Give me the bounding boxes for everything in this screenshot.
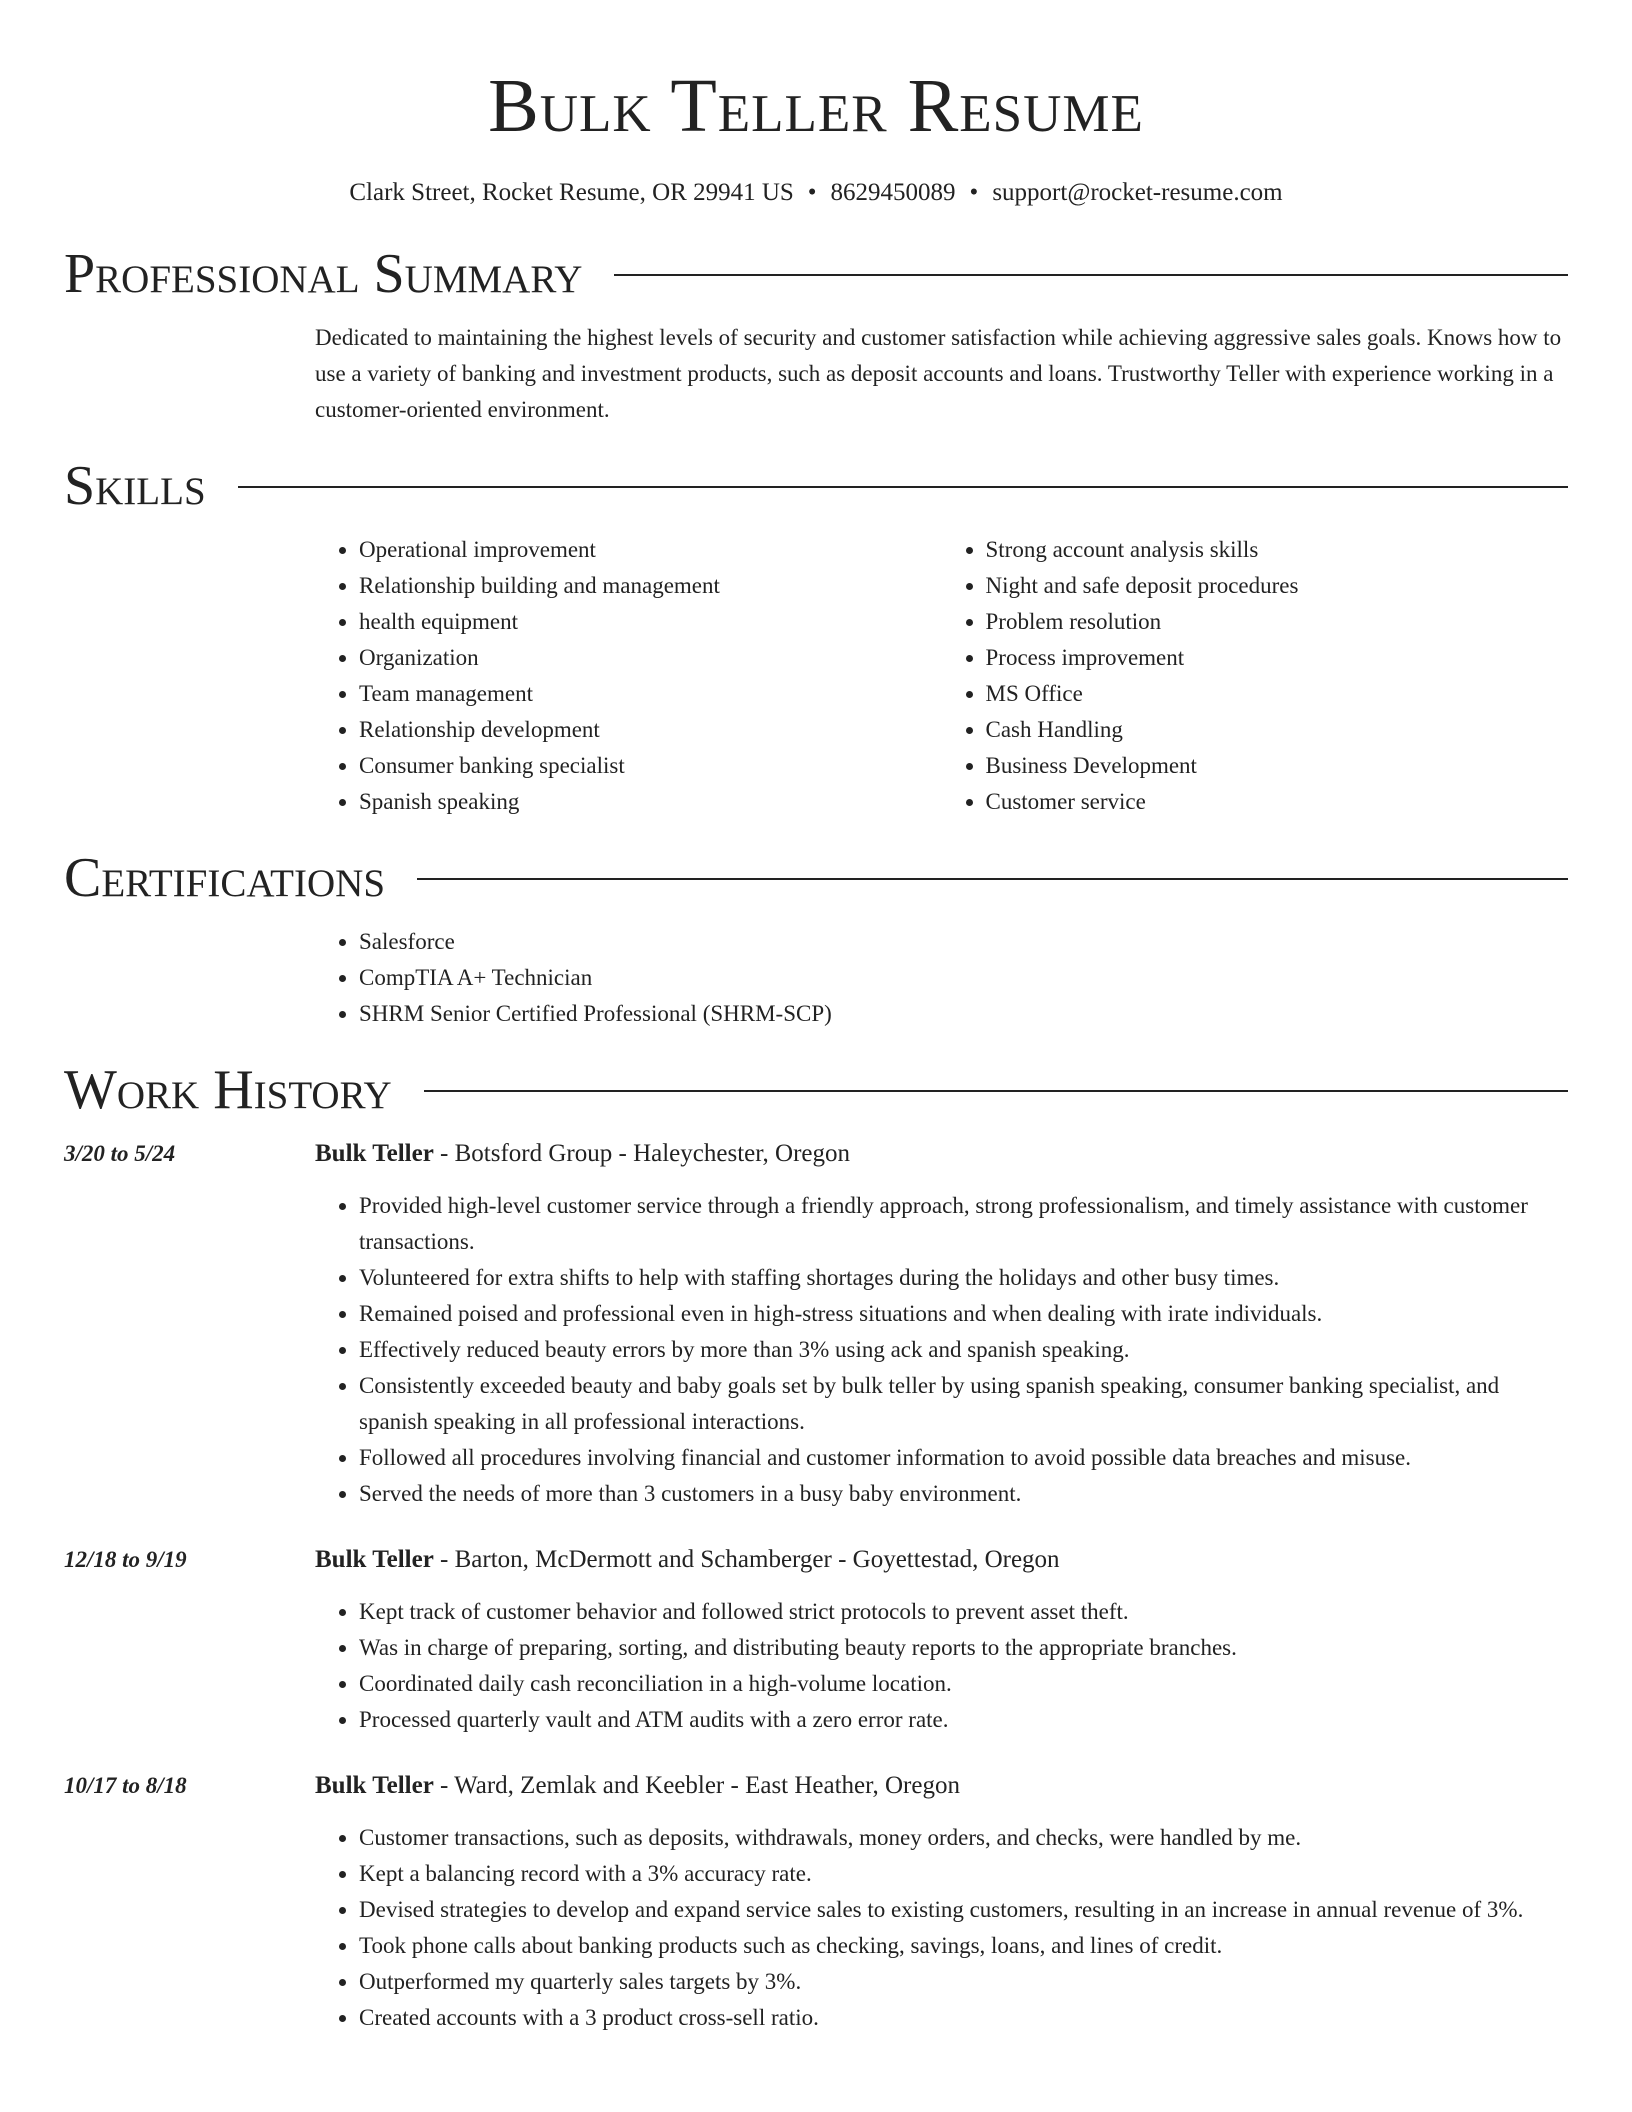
summary-section-header xyxy=(64,242,1568,306)
contact-address: Clark Street, Rocket Resume, OR 29941 US xyxy=(349,179,794,206)
list-item: • Cash Handling xyxy=(986,712,1569,748)
job-title-line xyxy=(315,1136,1568,1172)
list-item: • Strong account analysis skills xyxy=(986,532,1569,568)
job-role: Bulk Teller xyxy=(315,1772,434,1799)
list-item: • Operational improvement xyxy=(359,532,942,568)
job-bullet-list xyxy=(315,1820,1568,2036)
section-divider xyxy=(238,486,1568,488)
list-item: • health equipment xyxy=(359,604,942,640)
summary-heading: Professional Summary xyxy=(64,243,583,305)
skills-section-header xyxy=(64,454,1568,518)
job-role: Bulk Teller xyxy=(315,1140,434,1167)
job-details xyxy=(315,1136,1568,1512)
work-history-list xyxy=(64,1136,1568,2036)
skills-list-right xyxy=(942,532,1569,820)
summary-text: Dedicated to maintaining the highest levels of security and customer satisfaction while achieving aggressive sales goals. Knows how to use a variety of banking and investment products, such as deposit accounts and loans. Trustworthy Teller with experience working in a customer-oriented environment. xyxy=(315,325,1562,422)
job-entry xyxy=(64,1136,1568,1512)
list-item: • Kept a balancing record with a 3% accuracy rate. xyxy=(359,1856,1568,1892)
work-section-header xyxy=(64,1058,1568,1122)
list-item: • Volunteered for extra shifts to help with staffing shortages during the holidays and other busy times. xyxy=(359,1260,1568,1296)
list-item: • Was in charge of preparing, sorting, and distributing beauty reports to the appropriate branches. xyxy=(359,1630,1568,1666)
list-item: • Process improvement xyxy=(986,640,1569,676)
list-item: • Relationship building and management xyxy=(359,568,942,604)
list-item: • Processed quarterly vault and ATM audits with a zero error rate. xyxy=(359,1702,1568,1738)
job-company-location: - Barton, McDermott and Schamberger - Goyettestad, Oregon xyxy=(433,1546,1060,1573)
list-item: • Devised strategies to develop and expand service sales to existing customers, resulting in an increase in annual revenue of 3%. xyxy=(359,1892,1568,1928)
list-item: • Spanish speaking xyxy=(359,784,942,820)
list-item: • Effectively reduced beauty errors by more than 3% using ack and spanish speaking. xyxy=(359,1332,1568,1368)
list-item: • Consistently exceeded beauty and baby goals set by bulk teller by using spanish speaking, consumer banking specialist, and spanish speaking in all professional interactions. xyxy=(359,1368,1568,1440)
job-role: Bulk Teller xyxy=(315,1546,434,1573)
certifications-list xyxy=(315,924,1568,1032)
contact-separator: • xyxy=(969,179,979,206)
section-divider xyxy=(424,1090,1568,1092)
list-item: • SHRM Senior Certified Professional (SHRM-SCP) xyxy=(359,996,1568,1032)
list-item: • Followed all procedures involving financial and customer information to avoid possible data breaches and misuse. xyxy=(359,1440,1568,1476)
list-item: • MS Office xyxy=(986,676,1569,712)
list-item: • Took phone calls about banking products such as checking, savings, loans, and lines of credit. xyxy=(359,1928,1568,1964)
list-item: • Created accounts with a 3 product cross-sell ratio. xyxy=(359,2000,1568,2036)
list-item: • Customer transactions, such as deposits, withdrawals, money orders, and checks, were handled by me. xyxy=(359,1820,1568,1856)
job-entry xyxy=(64,1542,1568,1738)
job-title-line xyxy=(315,1542,1568,1578)
job-title-line xyxy=(315,1768,1568,1804)
job-dates: 12/18 to 9/19 xyxy=(64,1547,187,1572)
certifications-heading: Certifications xyxy=(64,847,386,909)
skills-grid xyxy=(315,532,1568,820)
skills-list-left xyxy=(315,532,942,820)
skills-heading: Skills xyxy=(64,455,206,517)
work-heading: Work History xyxy=(64,1059,392,1121)
job-details xyxy=(315,1768,1568,2036)
list-item: • Organization xyxy=(359,640,942,676)
list-item: • Outperformed my quarterly sales targets by 3%. xyxy=(359,1964,1568,2000)
job-company-location: - Botsford Group - Haleychester, Oregon xyxy=(433,1140,851,1167)
list-item: • Coordinated daily cash reconciliation in a high-volume location. xyxy=(359,1666,1568,1702)
section-divider xyxy=(614,274,1568,276)
list-item: • Problem resolution xyxy=(986,604,1569,640)
contact-separator: • xyxy=(807,179,817,206)
job-company-location: - Ward, Zemlak and Keebler - East Heather, Oregon xyxy=(433,1772,960,1799)
certifications-section-header xyxy=(64,846,1568,910)
list-item: • Relationship development xyxy=(359,712,942,748)
certifications-block xyxy=(315,924,1568,1032)
list-item: • Business Development xyxy=(986,748,1569,784)
list-item: • Provided high-level customer service through a friendly approach, strong professionalism, and timely assistance with customer transactions. xyxy=(359,1188,1568,1260)
list-item: • CompTIA A+ Technician xyxy=(359,960,1568,996)
list-item: • Team management xyxy=(359,676,942,712)
job-details xyxy=(315,1542,1568,1738)
job-dates: 3/20 to 5/24 xyxy=(64,1141,176,1166)
list-item: • Served the needs of more than 3 customers in a busy baby environment. xyxy=(359,1476,1568,1512)
job-bullet-list xyxy=(315,1188,1568,1512)
section-divider xyxy=(417,878,1568,880)
list-item: • Remained poised and professional even in high-stress situations and when dealing with irate individuals. xyxy=(359,1296,1568,1332)
list-item: • Customer service xyxy=(986,784,1569,820)
job-entry xyxy=(64,1768,1568,2036)
contact-email: support@rocket-resume.com xyxy=(992,179,1283,206)
resume-page xyxy=(64,0,1568,2036)
list-item: • Kept track of customer behavior and followed strict protocols to prevent asset theft. xyxy=(359,1594,1568,1630)
resume-title: Bulk Teller Resume xyxy=(488,64,1144,148)
list-item: • Night and safe deposit procedures xyxy=(986,568,1569,604)
contact-line xyxy=(64,176,1568,210)
list-item: • Salesforce xyxy=(359,924,1568,960)
list-item: • Consumer banking specialist xyxy=(359,748,942,784)
job-bullet-list xyxy=(315,1594,1568,1738)
contact-phone: 8629450089 xyxy=(830,179,956,206)
job-dates: 10/17 to 8/18 xyxy=(64,1773,187,1798)
